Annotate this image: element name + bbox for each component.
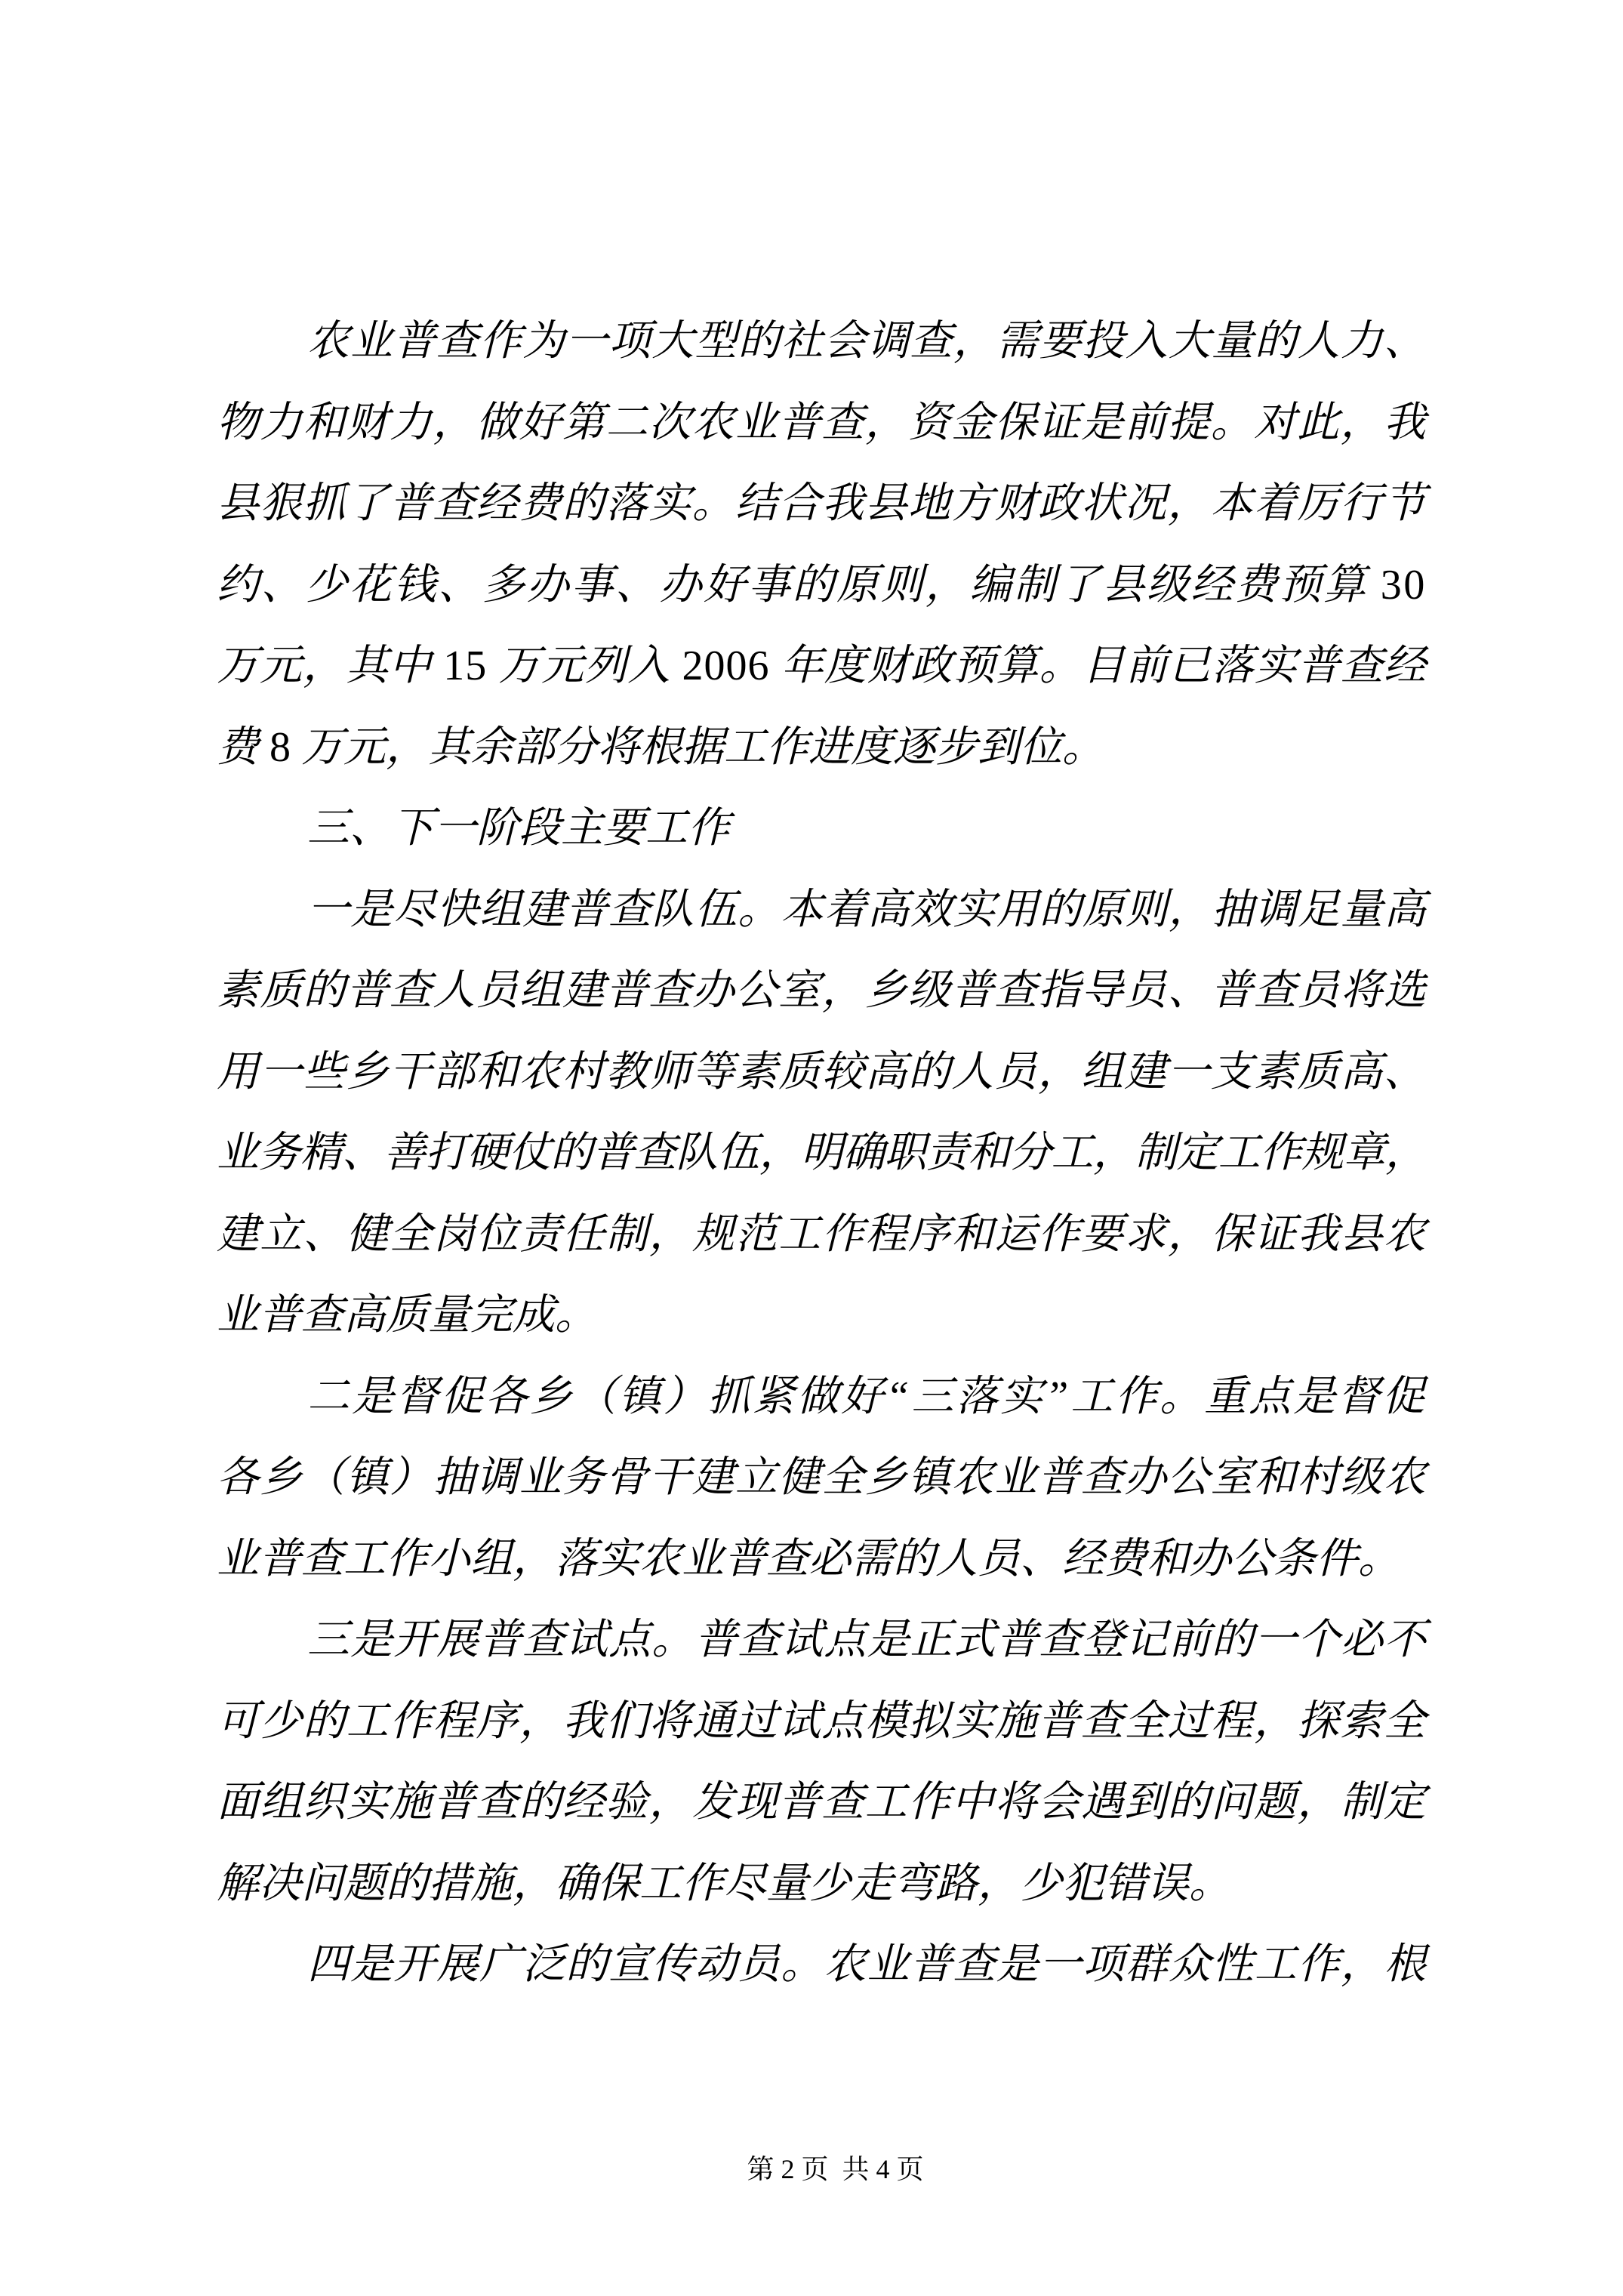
text-line: 费 8 万元，其余部分将根据工作进度逐步到位。 [217, 723, 1104, 771]
text-line: 四是开展广泛的宣传动员。农业普查是一项群众性工作，根 [307, 1941, 1427, 1988]
text-line: 建立、健全岗位责任制，规范工作程序和运作要求，保证我县农 [217, 1210, 1427, 1258]
numeral: 8 [269, 723, 291, 771]
text-line: 业普查高质量完成。 [217, 1292, 597, 1339]
text-line: 业务精、善打硬仗的普查队伍，明确职责和分工，制定工作规章， [217, 1130, 1427, 1176]
text-line: 万元，其中 15 万元列入 2006 年度财政预算。目前已落实普查经 [217, 643, 1427, 689]
numeral: 2006 [682, 643, 770, 689]
text-line: 面组织实施普查的经验，发现普查工作中将会遇到的问题，制定 [217, 1779, 1427, 1826]
text-line: 业普查工作小组，落实农业普查必需的人员、经费和办公条件。 [217, 1535, 1400, 1583]
text-line: 素质的普查人员组建普查办公室，乡级普查指导员、普查员将选 [217, 967, 1427, 1014]
numeral: 30 [1380, 561, 1427, 609]
document-body [217, 301, 1427, 2006]
text-line: 三是开展普查试点。普查试点是正式普查登记前的一个必不 [307, 1616, 1427, 1663]
text-line: 约、少花钱、多办事、办好事的原则，编制了县级经费预算 30 [217, 561, 1427, 609]
text-line: 县狠抓了普查经费的落实。结合我县地方财政状况，本着厉行节 [217, 480, 1427, 527]
text-line: 各乡（镇）抽调业务骨干建立健全乡镇农业普查办公室和村级农 [217, 1454, 1427, 1501]
text-line: 可少的工作程序，我们将通过试点模拟实施普查全过程，探索全 [217, 1697, 1427, 1745]
page-number-text: 第 2 页 共 4 页 [747, 2154, 924, 2184]
text-line: 二是督促各乡（镇）抓紧做好“三落实”工作。重点是督促 [307, 1373, 1427, 1420]
text-line: 用一些乡干部和农村教师等素质较高的人员，组建一支素质高、 [217, 1048, 1427, 1096]
text-line: 三、下一阶段主要工作 [307, 805, 730, 852]
text-line: 农业普查作为一项大型的社会调查，需要投入大量的人力、 [307, 318, 1427, 365]
text-line: 一是尽快组建普查队伍。本着高效实用的原则，抽调足量高 [307, 886, 1427, 933]
text-line: 物力和财力，做好第二次农业普查，资金保证是前提。对此，我 [217, 399, 1427, 446]
page-footer [217, 2117, 1427, 2221]
numeral: 15 [443, 643, 488, 689]
text-line: 解决问题的措施，确保工作尽量少走弯路，少犯错误。 [217, 1860, 1231, 1907]
